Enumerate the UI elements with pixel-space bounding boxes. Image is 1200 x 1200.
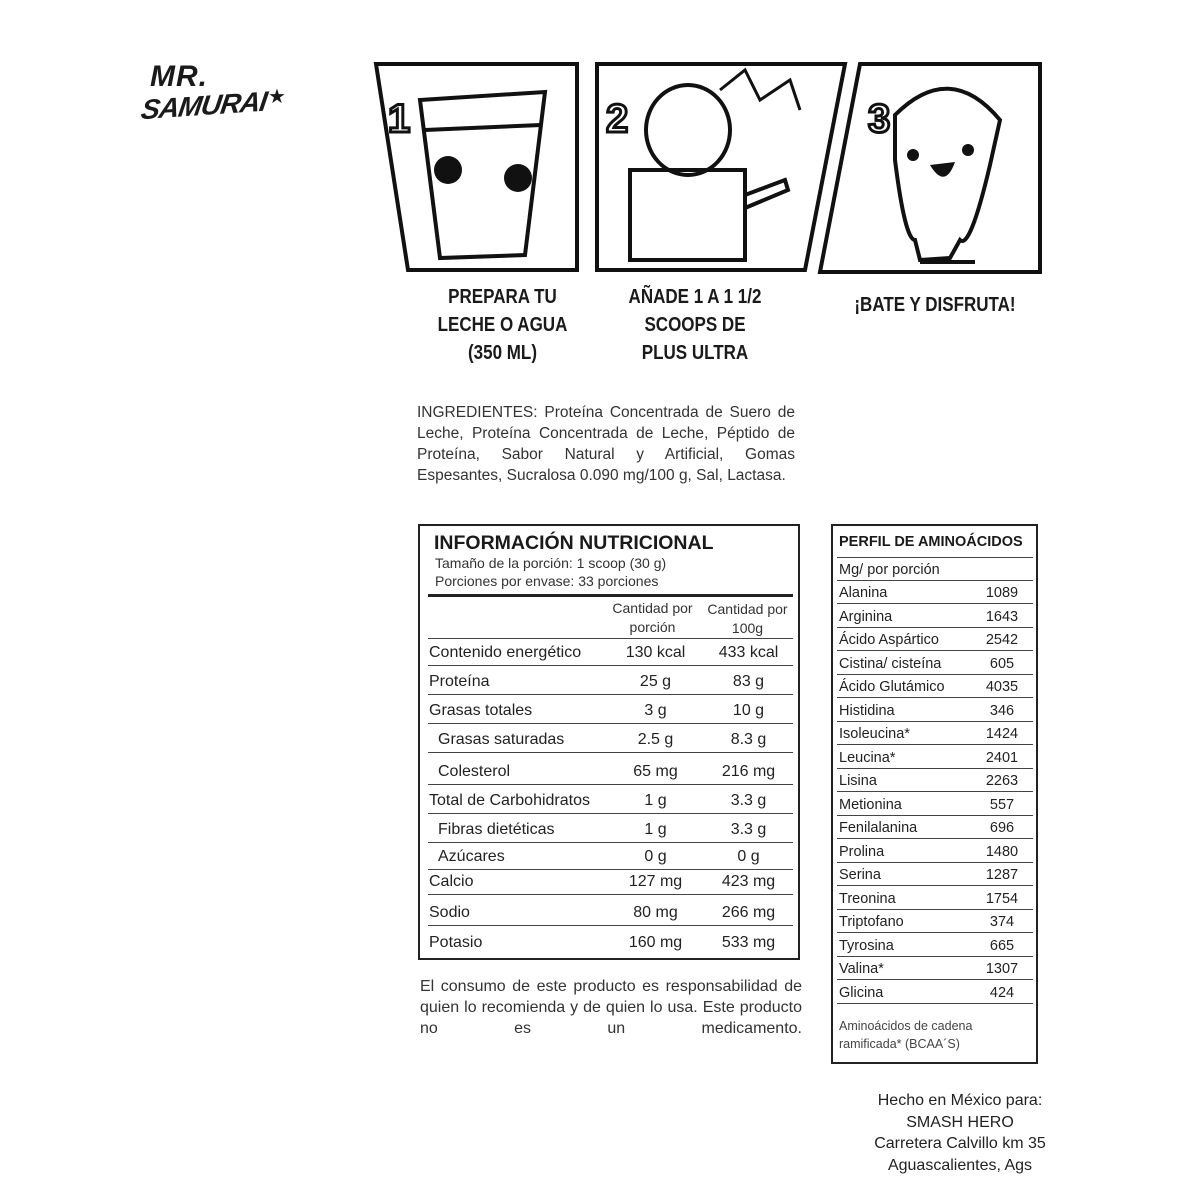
amino-name: Leucina*: [839, 749, 896, 766]
nutrition-row: [428, 927, 793, 955]
amino-value: 2263: [985, 773, 1019, 789]
nutrition-row: [428, 898, 793, 926]
step3-number: 3: [868, 97, 891, 141]
amino-unit-row: Mg/ por porción: [837, 557, 1033, 581]
per-100g-value: 533 mg: [721, 934, 776, 951]
logo-mr: MR.: [150, 60, 208, 93]
amino-row: [837, 886, 1033, 910]
nutrition-row: [428, 757, 793, 785]
amino-value: 696: [989, 820, 1015, 836]
nutrient-name: Proteína: [429, 673, 490, 690]
step2-panel: [597, 64, 845, 270]
amino-row: [837, 863, 1033, 887]
nutrition-row: [428, 638, 793, 666]
amino-row: [837, 722, 1033, 746]
per-serving-value: 160 mg: [628, 934, 683, 951]
per-100g-value: 266 mg: [721, 904, 776, 921]
per-100g-value: 10 g: [732, 702, 765, 719]
ingredients: INGREDIENTES: Proteína Concentrada de Suero de Leche, Proteína Concentrada de Leche, Péptido de Proteína, Sabor Natural y Artificial, Gomas Espesantes, Sucralosa 0.090 mg/100 g, Sal, Lactasa.: [417, 404, 795, 484]
per-100g-value: 8.3 g: [730, 731, 767, 748]
amino-value: 2401: [985, 749, 1019, 766]
amino-name: Lisina: [839, 773, 877, 789]
amino-value: 1307: [985, 961, 1019, 977]
manufacturer-info: Hecho en México para: SMASH HERO Carretera Calvillo km 35 Aguascalientes, Ags: [874, 1092, 1046, 1174]
per-100g-value: 3.3 g: [730, 792, 767, 809]
amino-value: 424: [989, 984, 1015, 1001]
per-serving-value: 25 g: [639, 673, 672, 690]
star-icon: ★: [268, 86, 286, 108]
amino-row: [837, 651, 1033, 675]
amino-row: [837, 604, 1033, 628]
amino-value: 1643: [985, 608, 1019, 625]
amino-row: [837, 839, 1033, 863]
nutrition-table: [418, 524, 800, 960]
logo-samurai: SAMURAI: [139, 85, 269, 126]
amino-value: 1089: [985, 585, 1019, 601]
per-serving-value: 65 mg: [633, 763, 678, 780]
nutrient-name: Fibras dietéticas: [438, 821, 555, 838]
per-100g-value: 0 g: [737, 848, 760, 865]
amino-name: Cistina/ cisteína: [839, 655, 942, 672]
step1-text: PREPARA TU LECHE O AGUA (350 ML): [437, 286, 568, 364]
steps-illustration: [0, 0, 1200, 290]
amino-value: 1480: [985, 843, 1019, 860]
nutrition-row: [428, 842, 793, 870]
amino-row: [837, 628, 1033, 652]
per-100g-value: 216 mg: [721, 763, 776, 780]
amino-value: 605: [989, 655, 1015, 672]
per-100g-value: 3.3 g: [730, 821, 767, 838]
amino-value: 1754: [985, 890, 1019, 907]
per-serving-value: 130 kcal: [625, 644, 686, 661]
amino-value: 1287: [985, 867, 1019, 883]
amino-acid-table: [831, 524, 1038, 1064]
step3-panel: [820, 64, 1040, 272]
per-serving-value: 1 g: [644, 821, 667, 838]
amino-name: Alanina: [839, 585, 888, 601]
per-serving-value: 127 mg: [628, 873, 683, 890]
nutrition-title: INFORMACIÓN NUTRICIONAL: [434, 532, 714, 554]
amino-name: Fenilalanina: [839, 820, 918, 836]
nutrition-row: [428, 867, 793, 895]
amino-value: 1424: [985, 726, 1019, 742]
amino-value: 557: [989, 796, 1015, 813]
header-per-serving: Cantidad por porción: [612, 600, 693, 635]
header-per-100g: Cantidad por 100g: [707, 601, 788, 636]
amino-row: [837, 816, 1033, 840]
amino-row: [837, 980, 1033, 1004]
bcaa-note: Aminoácidos de cadena ramificada* (BCAA´S): [839, 1019, 973, 1051]
nutrition-row: [428, 815, 793, 843]
nutrient-name: Colesterol: [438, 763, 511, 780]
amino-row: [837, 910, 1033, 934]
nutrition-row: [428, 786, 793, 814]
amino-name: Tyrosina: [839, 937, 894, 954]
step2-text: AÑADE 1 A 1 1/2 SCOOPS DE PLUS ULTRA: [628, 286, 762, 364]
amino-name: Ácido Glutámico: [839, 679, 945, 695]
amino-name: Serina: [839, 867, 881, 883]
amino-row: [837, 792, 1033, 816]
amino-row: [837, 957, 1033, 981]
amino-name: Arginina: [839, 608, 893, 625]
serving-size: Tamaño de la porción: 1 scoop (30 g): [435, 555, 667, 571]
amino-row: [837, 698, 1033, 722]
per-serving-value: 0 g: [644, 848, 667, 865]
per-serving-value: 1 g: [644, 792, 667, 809]
amino-name: Isoleucina*: [839, 726, 910, 742]
per-100g-value: 83 g: [732, 673, 765, 690]
amino-name: Histidina: [839, 702, 895, 719]
step2-number: 2: [606, 97, 629, 141]
nutrient-name: Azúcares: [438, 848, 505, 865]
nutrient-name: Grasas saturadas: [438, 731, 565, 748]
step1-number: 1: [388, 97, 411, 141]
amino-value: 4035: [985, 679, 1019, 695]
amino-name: Glicina: [839, 984, 884, 1001]
amino-title: PERFIL DE AMINOÁCIDOS: [839, 534, 1023, 550]
per-serving-value: 80 mg: [633, 904, 678, 921]
amino-row: [837, 675, 1033, 699]
amino-row: [837, 745, 1033, 769]
nutrient-name: Potasio: [429, 934, 483, 951]
nutrient-name: Calcio: [429, 873, 474, 890]
per-serving-value: 3 g: [644, 702, 667, 719]
amino-row: [837, 581, 1033, 605]
scoop-icon: [646, 85, 730, 175]
amino-name: Metionina: [839, 796, 902, 813]
amino-row: [837, 933, 1033, 957]
nutrition-row: [428, 696, 793, 724]
amino-value: 2542: [985, 632, 1019, 648]
amino-name: Treonina: [839, 890, 896, 907]
amino-name: Valina*: [839, 961, 884, 977]
nutrient-name: Total de Carbohidratos: [429, 792, 590, 809]
per-100g-value: 433 kcal: [718, 644, 779, 661]
servings-per-container: Porciones por envase: 33 porciones: [435, 573, 659, 589]
amino-name: Triptofano: [839, 914, 904, 930]
amino-row: [837, 769, 1033, 793]
per-serving-value: 2.5 g: [637, 731, 674, 748]
amino-value: 346: [989, 702, 1015, 719]
nutrient-name: Sodio: [429, 904, 470, 921]
per-100g-value: 423 mg: [721, 873, 776, 890]
amino-name: Ácido Aspártico: [839, 632, 939, 648]
nutrient-name: Contenido energético: [429, 644, 582, 661]
amino-value: 374: [989, 914, 1015, 930]
nutrition-row: [428, 725, 793, 753]
disclaimer: El consumo de este producto es responsabilidad de quien lo recomienda y de quien lo usa. Este producto no es un medicamento.: [420, 978, 802, 1037]
nutrition-row: [428, 667, 793, 695]
amino-value: 665: [989, 937, 1015, 954]
amino-name: Prolina: [839, 843, 885, 860]
step3-text: ¡BATE Y DISFRUTA!: [854, 294, 1016, 316]
nutrient-name: Grasas totales: [429, 702, 533, 719]
